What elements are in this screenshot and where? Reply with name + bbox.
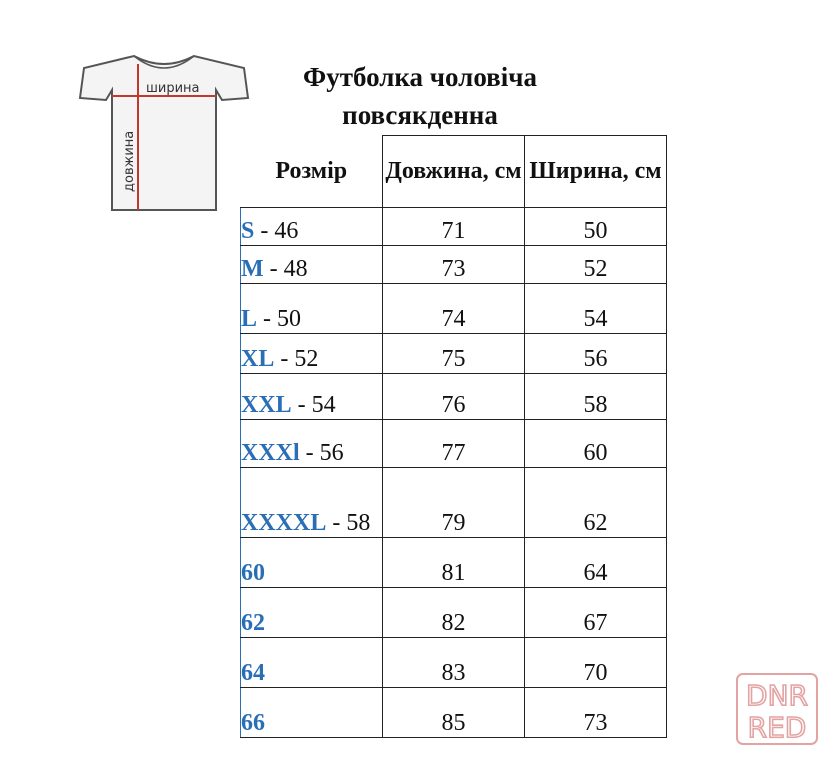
- table-row: [241, 208, 667, 246]
- size-number: - 54: [291, 392, 336, 418]
- size-cell: [241, 688, 383, 738]
- size-cell: [241, 638, 383, 688]
- length-cell: 74: [383, 284, 525, 334]
- tshirt-outline: [80, 56, 248, 210]
- length-cell: 75: [383, 334, 525, 374]
- table-header-row: [241, 136, 667, 208]
- header-size: Розмір: [241, 136, 383, 208]
- watermark-logo: [736, 673, 818, 745]
- size-code: 60: [241, 560, 265, 586]
- size-number: - 50: [257, 306, 302, 332]
- size-cell: [241, 334, 383, 374]
- size-code: 66: [241, 710, 265, 736]
- title-line-1: Футболка чоловіча: [303, 62, 537, 92]
- size-cell: [241, 588, 383, 638]
- length-cell: 76: [383, 374, 525, 420]
- size-code: XXXl: [241, 440, 300, 466]
- header-length: Довжина, см: [383, 136, 525, 208]
- size-code: L: [241, 306, 258, 332]
- table-row: [241, 246, 667, 284]
- size-cell: [241, 374, 383, 420]
- table-row: [241, 420, 667, 468]
- width-cell: 52: [525, 246, 667, 284]
- width-cell: 70: [525, 638, 667, 688]
- size-number: - 48: [263, 256, 308, 282]
- size-cell: [241, 208, 383, 246]
- title-line-2: повсякденна: [342, 100, 498, 130]
- table-row: [241, 284, 667, 334]
- length-cell: 82: [383, 588, 525, 638]
- size-code: 62: [241, 610, 265, 636]
- size-code: M: [241, 256, 264, 282]
- size-cell: [241, 468, 383, 538]
- tshirt-diagram: [76, 50, 252, 216]
- length-cell: 85: [383, 688, 525, 738]
- size-cell: [241, 246, 383, 284]
- size-code: XL: [241, 346, 275, 372]
- table-row: [241, 468, 667, 538]
- table-row: [241, 588, 667, 638]
- size-table: [240, 135, 667, 738]
- table-row: [241, 538, 667, 588]
- length-cell: 79: [383, 468, 525, 538]
- page-title: [250, 58, 590, 134]
- width-label: ширина: [146, 81, 200, 96]
- width-cell: 73: [525, 688, 667, 738]
- length-label: довжина: [122, 130, 137, 192]
- width-cell: 54: [525, 284, 667, 334]
- size-code: 64: [241, 660, 265, 686]
- width-cell: 56: [525, 334, 667, 374]
- width-cell: 62: [525, 468, 667, 538]
- width-cell: 67: [525, 588, 667, 638]
- length-cell: 77: [383, 420, 525, 468]
- width-cell: 58: [525, 374, 667, 420]
- size-cell: [241, 538, 383, 588]
- width-cell: 64: [525, 538, 667, 588]
- size-number: - 46: [254, 218, 299, 244]
- header-width: Ширина, см: [525, 136, 667, 208]
- length-cell: 73: [383, 246, 525, 284]
- size-cell: [241, 420, 383, 468]
- size-number: - 52: [274, 346, 319, 372]
- size-cell: [241, 284, 383, 334]
- table-row: [241, 334, 667, 374]
- size-code: XXXXL: [241, 510, 327, 536]
- table-row: [241, 638, 667, 688]
- size-number: - 56: [299, 440, 344, 466]
- length-cell: 83: [383, 638, 525, 688]
- svg-text:DNR: DNR: [746, 679, 808, 712]
- table-row: [241, 374, 667, 420]
- size-code: XXL: [241, 392, 292, 418]
- length-cell: 81: [383, 538, 525, 588]
- length-cell: 71: [383, 208, 525, 246]
- svg-text:RED: RED: [747, 711, 807, 744]
- width-cell: 50: [525, 208, 667, 246]
- size-code: S: [241, 218, 255, 244]
- size-number: - 58: [326, 510, 371, 536]
- width-cell: 60: [525, 420, 667, 468]
- table-row: [241, 688, 667, 738]
